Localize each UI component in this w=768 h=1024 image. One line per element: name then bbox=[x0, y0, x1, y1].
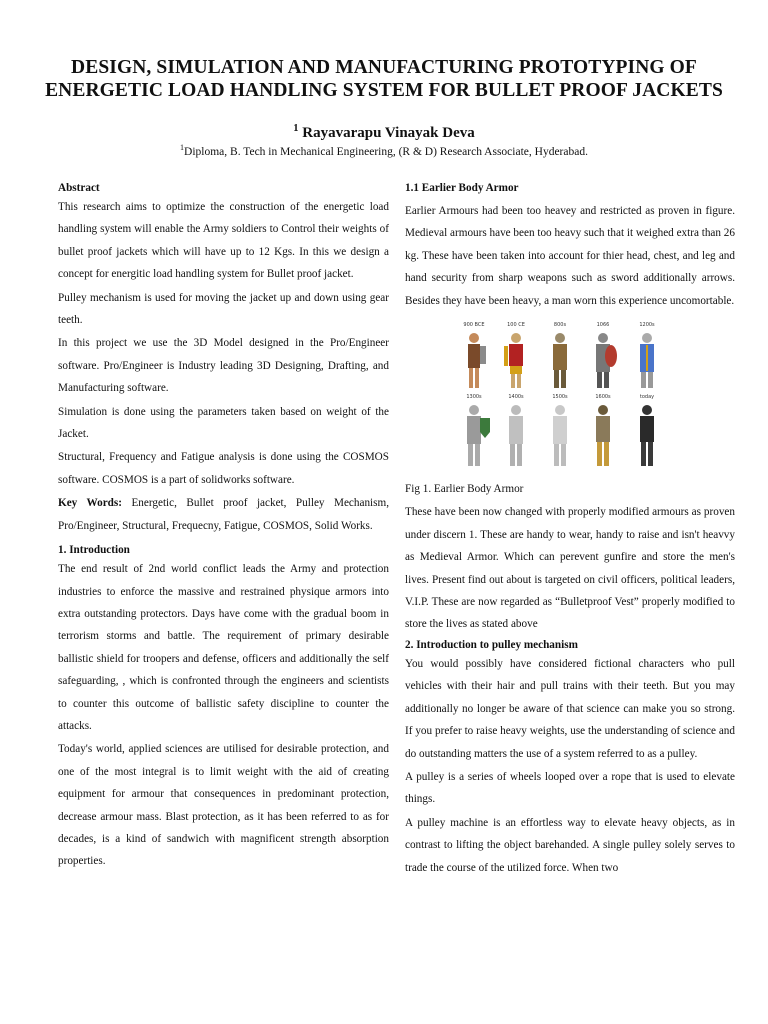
figure-label-today: today bbox=[639, 394, 655, 401]
keywords-paragraph bbox=[58, 492, 389, 537]
figure-1-caption: Fig 1. Earlier Body Armor bbox=[405, 483, 524, 496]
figure-label-800s: 800s bbox=[553, 322, 567, 329]
armor-evolution-figure bbox=[460, 318, 680, 478]
introduction-heading: 1. Introduction bbox=[58, 544, 130, 557]
figure-label-1500s: 1500s bbox=[552, 394, 568, 401]
left-column bbox=[58, 180, 389, 874]
earlier-armor-paragraph-2: These have been now changed with properly modified armours as proven under discern 1. These are handy to wear, handy to raise and isn't heavvy as Medieval Armor. Which can perevent gunfire and store the men's lives. Present find out about is targeted on civil officers, political leaders, V.I.P. These are now regarded as “Bulletproof Vest” properly modified to store the lives as stated above bbox=[405, 506, 735, 631]
author-superscript: 1 bbox=[293, 123, 299, 134]
introduction-paragraph-2: Today's world, applied sciences are utilised for desirable protection, and one of the most integral is to limit weight with the aid of creating equipment for armour that consequences in predominant protection, decrease armour mass. Blast protection, as it has been referred to as for decades, is a kind of sandwich with magnificent strength absorption properties. bbox=[58, 743, 389, 868]
figure-label-1300s: 1300s bbox=[466, 394, 482, 401]
armor-figure-1400s bbox=[509, 405, 523, 466]
keywords-text: Energetic, Bullet proof jacket, Pulley Mechanism, Pro/Engineer, Structural, Frequecny, Fatigue, COSMOS, Solid Works. bbox=[58, 497, 389, 532]
abstract-paragraph-4: Simulation is done using the parameters taken based on weight of the Jacket. bbox=[58, 405, 389, 441]
armor-figure-1200s bbox=[640, 333, 654, 388]
abstract-heading: Abstract bbox=[58, 182, 100, 194]
figure-label-100ce: 100 CE bbox=[507, 322, 525, 329]
figure-1 bbox=[405, 318, 735, 500]
figure-label-1600s: 1600s bbox=[595, 394, 611, 401]
armor-figure-900bce bbox=[468, 333, 486, 388]
armor-figure-800s bbox=[553, 333, 567, 388]
pulley-paragraph-2: A pulley is a series of wheels looped over a rope that is used to elevate things. bbox=[405, 770, 735, 806]
abstract-paragraph-3: In this project we use the 3D Model designed in the Pro/Engineer software. Pro/Engineer is Industry leading 3D Designing, Drafting, and Manufacturing software. bbox=[58, 337, 389, 395]
armor-figure-1600s bbox=[596, 405, 610, 466]
armor-figure-1066 bbox=[596, 333, 617, 388]
earlier-armor-paragraph-1: Earlier Armours had been too heavey and restricted as proven in figure. Medieval armours have been too heavy such that it weighed extra than 26 kg. These have been taken into account for thier head, chest, and leg and hand security from sharp weapons such as sword additionally arrows. Besides they have been heavy, a man worn this experience uncomortable. bbox=[405, 205, 735, 307]
author-name: Rayavarapu Vinayak Deva bbox=[302, 125, 475, 141]
armor-figure-1300s bbox=[467, 405, 490, 466]
keywords-label: Key Words: bbox=[58, 497, 122, 510]
armor-figure-today bbox=[640, 405, 654, 466]
right-column bbox=[405, 180, 735, 880]
abstract-paragraph-5: Structural, Frequency and Fatigue analysis is done using the COSMOS software. COSMOS is a part of solidworks software. bbox=[58, 451, 389, 486]
affiliation-text: Diploma, B. Tech in Mechanical Engineering, (R & D) Research Associate, Hyderabad. bbox=[184, 146, 588, 158]
figure-label-1066: 1066 bbox=[596, 322, 610, 329]
affiliation-superscript: 1 bbox=[180, 143, 185, 153]
earlier-body-armor-heading: 1.1 Earlier Body Armor bbox=[405, 182, 519, 194]
abstract-paragraph-2: Pulley mechanism is used for moving the jacket up and down using gear teeth. bbox=[58, 291, 389, 327]
figure-label-1400s: 1400s bbox=[508, 394, 524, 401]
figure-label-900bce: 900 BCE bbox=[463, 322, 485, 329]
paper-title: DESIGN, SIMULATION AND MANUFACTURING PROTOTYPING OF ENERGETIC LOAD HANDLING SYSTEM FOR BULLET PROOF JACKETS bbox=[45, 57, 723, 101]
armor-figure-100ce bbox=[504, 333, 523, 388]
affiliation-line bbox=[40, 145, 728, 160]
author-line bbox=[40, 124, 728, 142]
abstract-paragraph-1: This research aims to optimize the construction of the energetic load handling system will enable the Army soldiers to Control their weights of bullet proof jackets which will have up to 12 Kgs. In this we design a concept for energitic load handling system for Bullet proof jacket. bbox=[58, 201, 389, 281]
armor-figure-1500s bbox=[553, 405, 567, 466]
introduction-paragraph-1: The end result of 2nd world conflict leads the Army and protection industries to enforce the massive and restrained physique armors into extra outstanding protectors. Days have come with the gradual boom in terrorism storms and battle. The requirement of primary desirable ballistic shield for troopers and defense, officers and additionally the self safeguarding, , which is confronted through the engineers and scientists to counter this outcome of ballistic safety discipline to counter the attacks. bbox=[58, 563, 389, 732]
pulley-heading: 2. Introduction to pulley mechanism bbox=[405, 638, 578, 651]
pulley-paragraph-3: A pulley machine is an effortless way to elevate heavy objects, as in contrast to lifting the object barehanded. A single pulley solely serves to trade the course of the utilized force. When two bbox=[405, 816, 735, 874]
pulley-paragraph-1: You would possibly have considered fictional characters who pull vehicles with their hair and pull trains with their teeth. But you may additionally no longer be aware of that science can make you so strong. If you prefer to raise heavy weights, use the understanding of science and do outstanding matters the use of a system referred to as a pulley. bbox=[405, 657, 735, 760]
figure-label-1200s: 1200s bbox=[639, 322, 655, 329]
